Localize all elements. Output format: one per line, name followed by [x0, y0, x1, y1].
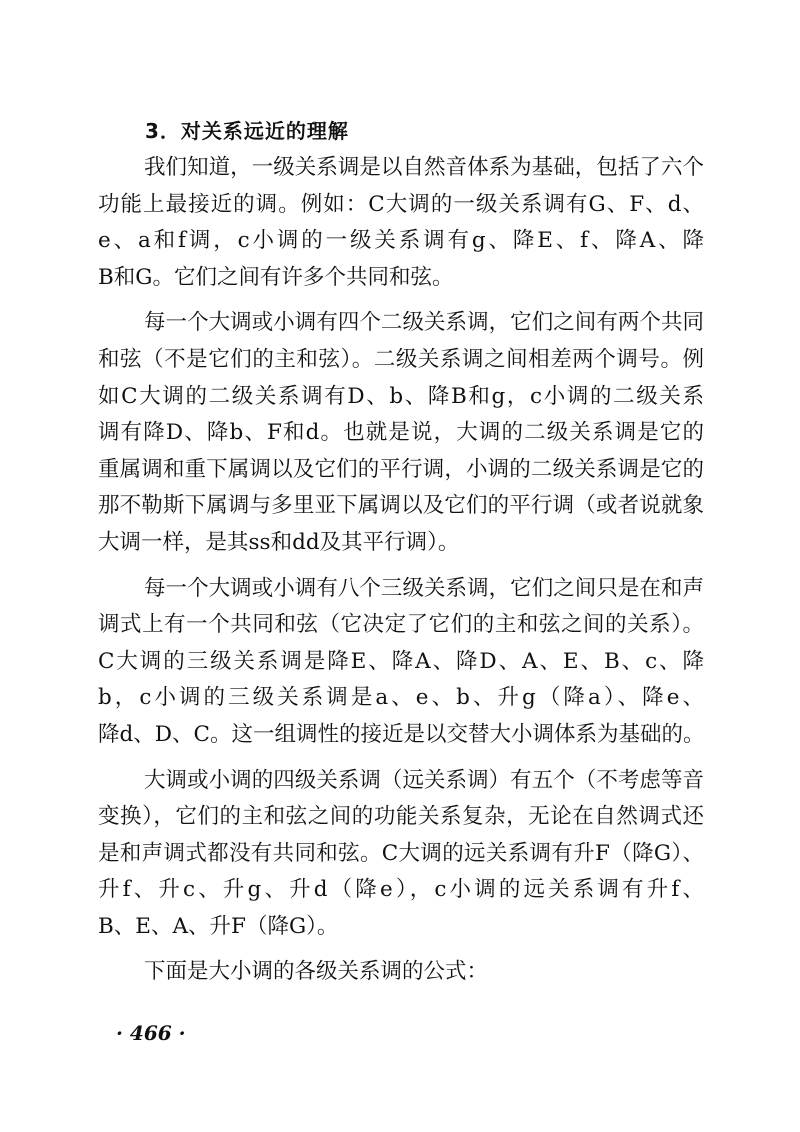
text-line: 是和声调式都没有共同和弦。C大调的远关系调有升F（降G）、 [98, 840, 704, 866]
text-line: C大调的三级关系调是降E、降A、降D、A、E、B、c、降 [98, 648, 704, 674]
paragraph-formula-intro [98, 954, 704, 991]
text-line: B和G。它们之间有许多个共同和弦。 [98, 264, 454, 290]
text-line: 大调一样，是其ss和dd及其平行调）。 [98, 529, 460, 555]
text-line: 如C大调的二级关系调有D、b、降B和g，c小调的二级关系 [98, 383, 704, 409]
text-line: e、a和f调，c小调的一级关系调有g、降E、f、降A、降 [98, 228, 704, 254]
text-line: 变换），它们的主和弦之间的功能关系复杂，无论在自然调式还 [98, 804, 704, 830]
text-line: 和弦（不是它们的主和弦）。二级关系调之间相差两个调号。例 [98, 346, 704, 372]
paragraph-fourth-degree [98, 763, 704, 946]
page-number: · 466 · [116, 1021, 186, 1045]
text-line: 那不勒斯下属调与多里亚下属调以及它们的平行调（或者说就象 [98, 493, 704, 519]
text-line: 调式上有一个共同和弦（它决定了它们的主和弦之间的关系）。 [98, 612, 704, 638]
text-line: 每一个大调或小调有八个三级关系调，它们之间只是在和声 [144, 575, 704, 601]
paragraph-third-degree [98, 571, 704, 754]
text-line: 升f、升c、升g、升d（降e），c小调的远关系调有升f、 [98, 877, 704, 903]
text-line: 大调或小调的四级关系调（远关系调）有五个（不考虑等音 [144, 767, 704, 793]
text-line: B、E、A、升F（降G）。 [98, 913, 339, 939]
text-line: b，c小调的三级关系调是a、e、b、升g（降a）、降e、 [98, 685, 704, 711]
text-line: 功能上最接近的调。例如：C大调的一级关系调有G、F、d、 [98, 191, 704, 217]
paragraph-second-degree [98, 305, 704, 561]
text-line: 降d、D、C。这一组调性的接近是以交替大小调体系为基础的。 [98, 721, 705, 747]
text-line: 每一个大调或小调有四个二级关系调，它们之间有两个共同 [144, 310, 704, 336]
text-line: 我们知道，一级关系调是以自然音体系为基础，包括了六个 [144, 155, 704, 180]
text-line: 下面是大小调的各级关系调的公式： [144, 959, 489, 985]
text-line: 重属调和重下属调以及它们的平行调，小调的二级关系调是它的 [98, 456, 704, 482]
text-line: 调有降D、降b、F和d。也就是说，大调的二级关系调是它的 [98, 420, 704, 446]
section-heading: 3．对关系远近的理解 [145, 119, 349, 143]
body-text [98, 150, 704, 991]
paragraph-first-degree [98, 150, 704, 296]
